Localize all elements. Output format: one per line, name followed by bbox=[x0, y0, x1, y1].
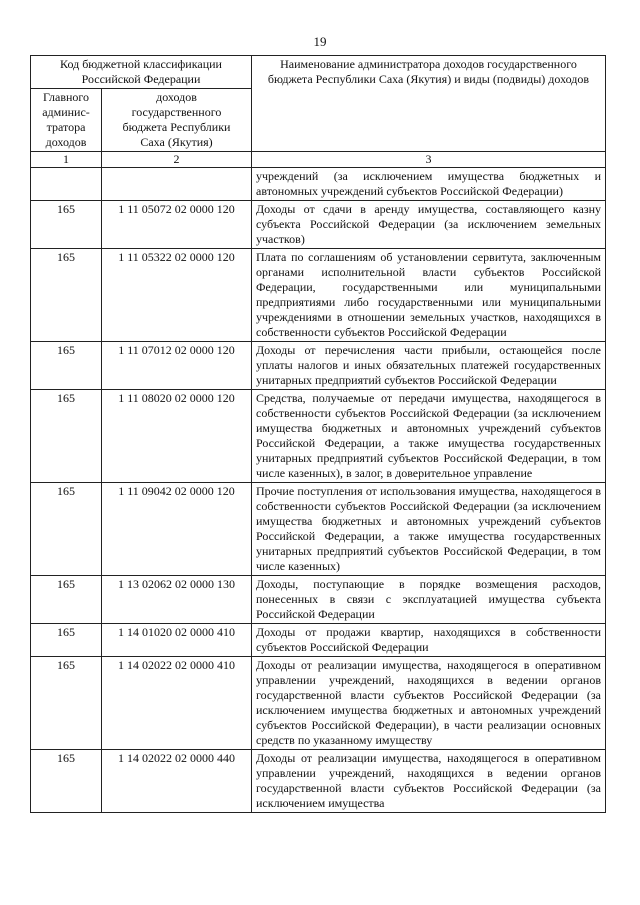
revenue-code-cell: 1 14 02022 02 0000 410 bbox=[102, 657, 252, 750]
admin-code-cell bbox=[31, 168, 102, 201]
admin-code-cell: 165 bbox=[31, 750, 102, 813]
table-row bbox=[31, 657, 606, 750]
column-number: 1 bbox=[31, 152, 102, 168]
admin-code-cell: 165 bbox=[31, 624, 102, 657]
revenue-name-cell: Средства, получаемые от передачи имущества, находящегося в собственности субъектов Российской Федерации (за исключением имущества бюджетных и автономных учреждений субъектов Российской Федерации, а также имущества государственных унитарных предприятий субъектов Российской Федерации, в том числе казенных), в залог, в доверительное управление bbox=[252, 390, 606, 483]
table-row bbox=[31, 342, 606, 390]
page-number: 19 bbox=[313, 34, 327, 49]
admin-code-cell: 165 bbox=[31, 201, 102, 249]
revenue-name-cell: Доходы от реализации имущества, находящегося в оперативном управлении учреждений, находящихся в ведении органов государственной власти субъектов Российской Федерации (за исключением имущества bbox=[252, 750, 606, 813]
table-row bbox=[31, 750, 606, 813]
column-number: 3 bbox=[252, 152, 606, 168]
table-row bbox=[31, 483, 606, 576]
revenue-code-cell bbox=[102, 168, 252, 201]
column-numbers-row bbox=[31, 152, 606, 168]
revenue-code-cell: 1 11 09042 02 0000 120 bbox=[102, 483, 252, 576]
revenue-name-cell: Доходы от реализации имущества, находящегося в оперативном управлении учреждений, находящихся в ведении органов государственной власти субъектов Российской Федерации (за исключением имущества бюджетных и автономных учреждений субъектов Российской Федерации), в части реализации основных средств по указанному имуществу bbox=[252, 657, 606, 750]
table-body bbox=[31, 168, 606, 813]
chief-administrator-header: Главного админис-тратора доходов bbox=[31, 89, 102, 152]
table-row bbox=[31, 168, 606, 201]
revenue-name-cell: Доходы, поступающие в порядке возмещения расходов, понесенных в связи с эксплуатацией имущества субъекта Российской Федерации bbox=[252, 576, 606, 624]
revenue-code-header: доходов государственного бюджета Республики Саха (Якутия) bbox=[102, 89, 252, 152]
revenue-code-cell: 1 11 05322 02 0000 120 bbox=[102, 249, 252, 342]
revenue-name-cell: Доходы от сдачи в аренду имущества, составляющего казну субъекта Российской Федерации (за исключением земельных участков) bbox=[252, 201, 606, 249]
revenue-classification-table bbox=[30, 55, 606, 813]
revenue-code-cell: 1 13 02062 02 0000 130 bbox=[102, 576, 252, 624]
table-row bbox=[31, 624, 606, 657]
revenue-name-cell: Доходы от продажи квартир, находящихся в собственности субъектов Российской Федерации bbox=[252, 624, 606, 657]
table-header bbox=[31, 56, 606, 168]
revenue-name-cell: учреждений (за исключением имущества бюджетных и автономных учреждений субъектов Российской Федерации) bbox=[252, 168, 606, 201]
revenue-code-cell: 1 11 08020 02 0000 120 bbox=[102, 390, 252, 483]
table-row bbox=[31, 249, 606, 342]
revenue-name-cell: Плата по соглашениям об установлении сервитута, заключенным органами исполнительной власти субъектов Российской Федерации, государственными или муниципальными предприятиями либо государственными или муниципальными учреждениями в отношении земельных участков, находящихся в собственности субъектов Российской Федерации bbox=[252, 249, 606, 342]
admin-code-cell: 165 bbox=[31, 483, 102, 576]
admin-code-cell: 165 bbox=[31, 390, 102, 483]
table-row bbox=[31, 201, 606, 249]
revenue-name-cell: Прочие поступления от использования имущества, находящегося в собственности субъектов Российской Федерации (за исключением имущества бюджетных и автономных учреждений субъектов Российской Федерации, а также имущества государственных унитарных предприятий субъектов Российской Федерации, в том числе казенных) bbox=[252, 483, 606, 576]
admin-code-cell: 165 bbox=[31, 576, 102, 624]
revenue-code-cell: 1 11 07012 02 0000 120 bbox=[102, 342, 252, 390]
revenue-code-cell: 1 14 02022 02 0000 440 bbox=[102, 750, 252, 813]
name-column-header: Наименование администратора доходов государственного бюджета Республики Саха (Якутия) и виды (подвиды) доходов bbox=[252, 56, 606, 152]
table-row bbox=[31, 576, 606, 624]
table-row bbox=[31, 390, 606, 483]
classification-code-header: Код бюджетной классификации Российской Федерации bbox=[31, 56, 252, 89]
admin-code-cell: 165 bbox=[31, 657, 102, 750]
column-number: 2 bbox=[102, 152, 252, 168]
revenue-code-cell: 1 14 01020 02 0000 410 bbox=[102, 624, 252, 657]
revenue-code-cell: 1 11 05072 02 0000 120 bbox=[102, 201, 252, 249]
revenue-name-cell: Доходы от перечисления части прибыли, остающейся после уплаты налогов и иных обязательных платежей государственных унитарных предприятий субъектов Российской Федерации bbox=[252, 342, 606, 390]
admin-code-cell: 165 bbox=[31, 249, 102, 342]
admin-code-cell: 165 bbox=[31, 342, 102, 390]
